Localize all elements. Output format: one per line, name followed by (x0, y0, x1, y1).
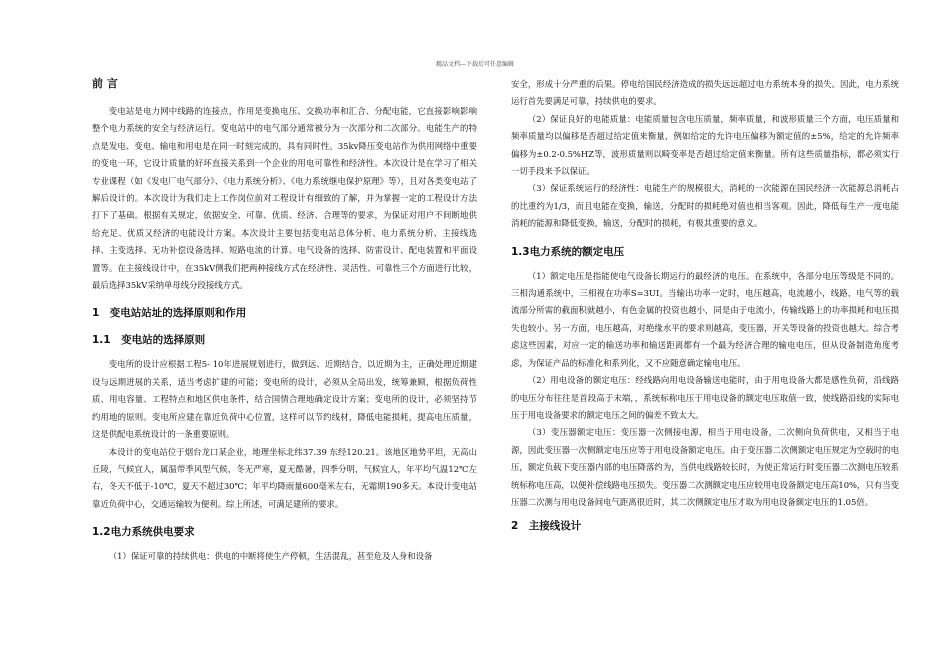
section-1-3-paragraph-3: （3）变压器额定电压：变压器一次侧接电源，相当于用电设备，二次侧向负荷供电，又相当于电源，因此变压器一次侧额定电压应等于用电设备额定电压。由于变压器二次侧额定电压规定为空载时的电压，额定负载下变压器内部的电压降落约为，当供电线路较长时，为使正常运行时变压器二次测电压较系统标称电压高，以便补偿线路电压损失。变压器二次测额定电压应较用电设备额定电压高10%，只有当变压器二次测与用电设备间电气距离很近时，其二次侧额定电压才取为用电设备额定电压的1.05倍。 (511, 427, 899, 507)
section-1-3-paragraph-2: （2）用电设备的额定电压：经线路向用电设备输送电能时，由于用电设备大都是感性负荷，沿线路的电压分布往往是首段高于末端，，系统标称电压于用电设备的额定电压取值一致，使线路沿线的实际电压于用电设备要求的额定电压之间的偏差不致太大。 (511, 375, 899, 420)
requirement-3-paragraph: （3）保证系统运行的经济性：电能生产的规模很大，消耗的一次能源在国民经济一次能源总消耗占的比重约为1/3，而且电能在变换，输送，分配时的损耗绝对值也相当客观。因此，降低每生产一度电能消耗的能源和降低变换，输送，分配时的损耗，有极其重要的意义。 (511, 183, 899, 229)
preface-paragraph: 变电站是电力网中线路的连接点，作用是变换电压、交换功率和汇合、分配电能，它直接影响影响整个电力系统的安全与经济运行。变电站中的电气部分通常被分为一次部分和二次部分。电能生产的特点是发电、变电、输电和用电是在同一时刻完成的，具有同时性。35kv降压变电站作为供用网络中重要的变电一环，它设计质量的好坏直接关系到一个企业的用电可靠性和经济性。本次设计是在学习了相关专业课程（如《发电厂电气部分》、《电力系统分析》、《电力系统继电保护原理》等），且对各类变电站了解后设计的。本次设计为我们走上工作岗位前对工程设计有细致的了解，并为掌握一定的工程设计方法打下了基础。根据有关规定，依据安全、可靠、优质、经济、合理等的要求，为保证对用户不间断地供给充足、优质又经济的电能设计方案。本次设计主要包括变电站总体分析、电力系统分析、主接线选择、主变选择、无功补偿设备选择、短路电流的计算、电气设备的选择、防雷设计、配电装置和平面设置等。在主接线设计中，在35kV侧我们把两种接线方式在经济性、灵活性、可靠性三个方面进行比较，最后选择35kV采纳单母线分段接线方式。 (92, 106, 477, 291)
section-1-2-paragraph-1: （1）保证可靠的持续供电：供电的中断将使生产停顿，生活混乱，甚至危及人身和设备 (108, 551, 433, 562)
section-1-1-paragraph-1: 变电所的设计应根据工程5- 10年进展规划进行，做到远、近期结合，以近期为主，正确处理近期建设与远期进展的关系，适当考虑扩建的可能；变电所的设计，必须从全局出发，统筹兼顾，根据负荷性质、用电容量、工程特点和地区供电条件，结合国情合理地确定设计方案；变电所的设计，必须坚持节约用地的原则。变电所应建在靠近负荷中心位置，这样可以节约线材，降低电能损耗，提高电压质量，这是供配电系统设计的一条重要原则。 (92, 359, 477, 440)
right-column (511, 76, 899, 534)
section-1-2-title: 1.2电力系统供电要求 (92, 526, 195, 539)
section-1-3-paragraph-1: （1）额定电压是指能使电气设备长期运行的最经济的电压。在系统中，各部分电压等级是不同的。三相沟通系统中，三相视在功率S=3UI。当输出功率一定时，电压越高，电流越小，线路，电气等的载流部分所需的截面积就越小，有色金属的投资也越小，同是由于电流小，传输线路上的功率损耗和电压损失也较小。另一方面，电压越高，对绝缘水平的要求则越高，变压器，开关等设备的投资也越大。综合考虑这些因素，对应一定的输送功率和输送距离都有一个最为经济合理的输电电压，但从设备制造角度考虑，为保证产品的标准化和系列化，又不应随意确定输电电压。 (511, 270, 899, 368)
section-1-3-title: 1.3电力系统的额定电压 (511, 245, 625, 258)
section-1-1-paragraph-2: 本设计的变电站位于烟台龙口某企业，地理坐标北纬37.39 东经120.21。该地区地势平坦，无高山丘陵，气候宜人，属温带季风型气候，冬无严寒，夏无酷暑，四季分明，气候宜人，年平均气温12℃左右，冬天不低于-10℃，夏天不超过30℃；年平均降雨量600毫米左右，无霜期190多天。本设计变电站靠近负荷中心，交通运输较为便利。综上所述，可满足建所的要求。 (92, 446, 477, 509)
section-1-title: 1 变电站站址的选择原则和作用 (92, 307, 247, 320)
page-header: 精品文档---下载后可任意编辑 (435, 61, 515, 68)
preface-title: 前 言 (92, 77, 118, 90)
left-column (92, 76, 477, 566)
requirement-2-paragraph: （2）保证良好的电能质量：电能质量包含电压质量，频率质量，和波形质量三个方面，电压质量和频率质量均以偏移是否超过给定值来衡量，例如给定的允许电压偏移为额定值的±5%，给定的允许频率偏移为±0.2-0.5%HZ等，波形质量则以畸变率是否超过给定值来衡量。所有这些质量指标，都必须实行一切手段来予以保证。 (511, 113, 899, 177)
continued-paragraph: 安全，形成十分严重的后果。停电给国民经济造成的损失远远超过电力系统本身的损失。因此，电力系统运行首先要满足可靠，持续供电的要求。 (511, 79, 899, 107)
section-2-title: 2 主接线设计 (511, 520, 582, 533)
section-1-1-title: 1.1 变电站的选择原则 (92, 334, 206, 347)
